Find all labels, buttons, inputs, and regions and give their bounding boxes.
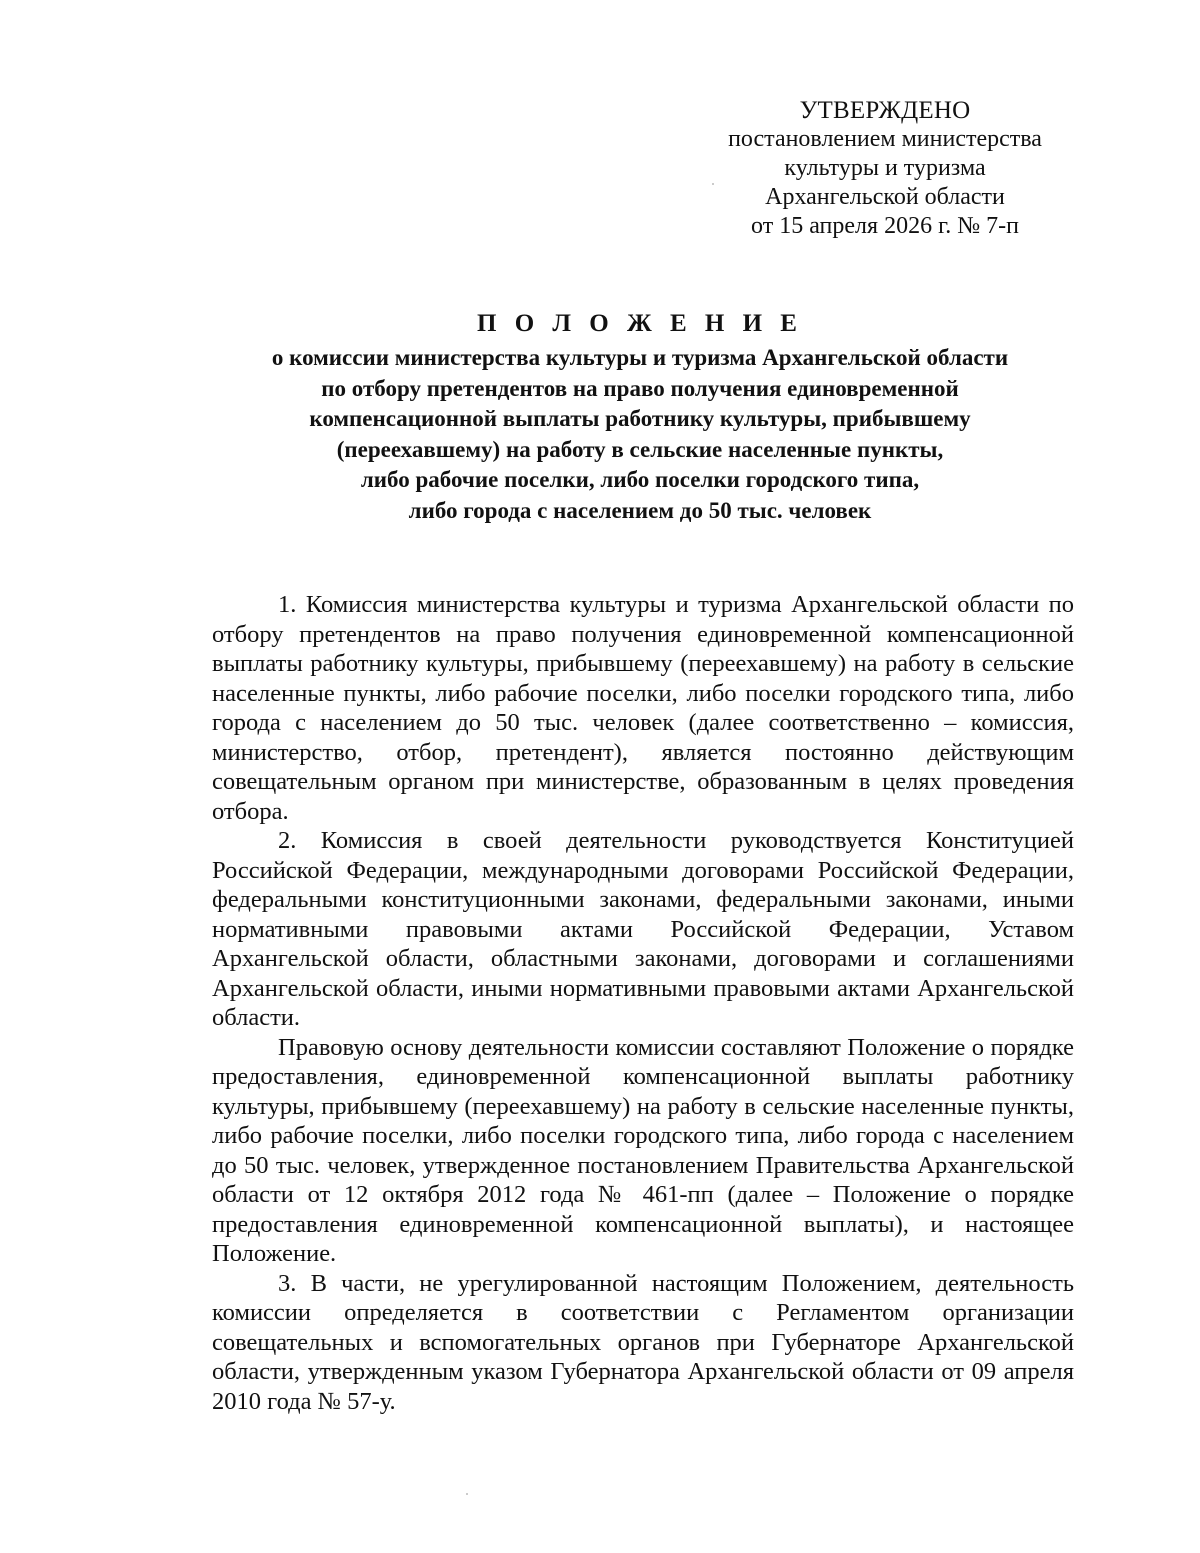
heading-subtitle-line: либо рабочие поселки, либо поселки городского типа, — [360, 467, 920, 492]
document-body — [212, 590, 1074, 1416]
heading-subtitle-line: по отбору претендентов на право получения единовременной — [321, 375, 959, 401]
approval-line: культуры и туризма — [784, 155, 986, 181]
paragraph-legal-basis: Правовую основу деятельности комиссии составляют Положение о порядке предоставления, единовременной компенсационной выплаты работнику культуры, прибывшему (переехавшему) на работу в сельские населенные пункты, либо рабочие поселки, либо поселки городского типа, либо города с населением до 50 тыс. человек, утвержденное постановлением Правительства Архангельской области от 12 октября 2012 года № 461-пп (далее – Положение о порядке предоставления единовременной компенсационной выплаты), и настоящее Положение. — [212, 1033, 1074, 1267]
approval-line: постановлением министерства — [728, 126, 1042, 152]
approval-block — [700, 96, 1070, 241]
heading-subtitle-line: либо города с населением до 50 тыс. человек — [408, 497, 872, 523]
heading-subtitle-line: о комиссии министерства культуры и туризма Архангельской области — [271, 345, 1009, 370]
scan-speck — [712, 183, 714, 185]
heading-subtitle-line: (переехавшему) на работу в сельские населенные пункты, — [336, 436, 944, 462]
paragraph-2: 2. Комиссия в своей деятельности руководствуется Конституцией Российской Федерации, международными договорами Российской Федерации, федеральными конституционными законами, федеральными законами, иными нормативными правовыми актами Российской Федерации, Уставом Архангельской области, областными законами, договорами и соглашениями Архангельской области, иными нормативными правовыми актами Архангельской области. — [212, 827, 1074, 1031]
document-type-title: П О Л О Ж Е Н И Е — [477, 310, 803, 337]
heading-subtitle-line: компенсационной выплаты работнику культуры, прибывшему — [309, 406, 971, 431]
approval-line: Архангельской области — [765, 184, 1005, 210]
paragraph-3: 3. В части, не урегулированной настоящим Положением, деятельность комиссии определяется в соответствии с Регламентом организации совещательных и вспомогательных органов при Губернаторе Архангельской области, утвержденным указом Губернатора Архангельской области от 09 апреля 2010 года № 57-у. — [212, 1269, 1074, 1415]
paragraph-1: 1. Комиссия министерства культуры и туризма Архангельской области по отбору претендентов на право получения единовременной компенсационной выплаты работнику культуры, прибывшему (переехавшему) на работу в сельские населенные пункты, либо рабочие поселки, либо поселки городского типа, либо города с населением до 50 тыс. человек (далее соответственно – комиссия, министерство, отбор, претендент), является постоянно действующим совещательным органом при министерстве, образованным в целях проведения отбора. — [212, 591, 1074, 825]
approval-date-line: от 15 апреля 2026 г. № 7-п — [751, 213, 1019, 239]
scan-speck — [466, 1493, 468, 1495]
document-heading — [200, 306, 1080, 526]
approval-title: УТВЕРЖДЕНО — [799, 97, 971, 124]
